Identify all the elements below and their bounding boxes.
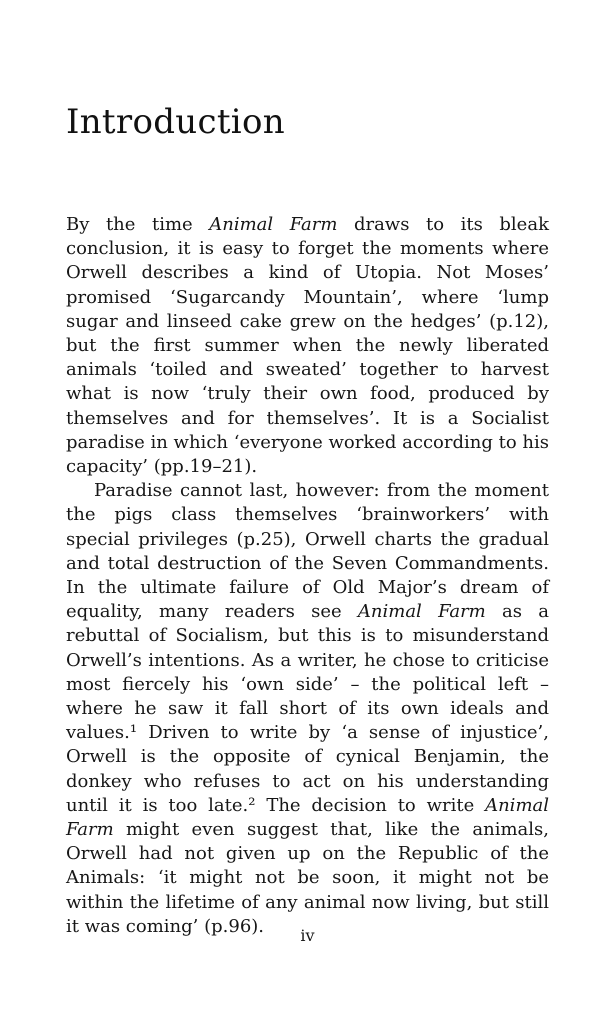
- book-title-italic: Animal Farm: [209, 214, 338, 235]
- text-run: Paradise cannot last, however: from the moment the pigs class themselves ‘brainworkers’ with special privileges (p.25), Orwell charts the gradual and total destruction of the Seven Commandments. In the ultimate failure of Old Major’s dream of equality, many readers see: [66, 480, 549, 623]
- paragraph: [66, 479, 549, 939]
- body-text: [66, 213, 549, 939]
- text-run: draws to its bleak conclusion, it is easy to forget the moments where Orwell describes a kind of Utopia. Not Moses’ promised ‘Sugarcandy Mountain’, where ‘lump sugar and linseed cake grew on the hedges’ (p.12), but the first summer when the newly liberated animals ‘toiled and sweated’ together to harvest what is now ‘truly their own food, produced by themselves and for themselves’. It is a Socialist paradise in which ‘everyone worked according to his capacity’ (pp.19–21).: [66, 214, 549, 478]
- book-title-italic: Animal Farm: [66, 794, 549, 841]
- chapter-heading: Introduction: [66, 102, 285, 142]
- page-number: iv: [300, 926, 315, 945]
- text-run: By the time: [66, 214, 210, 235]
- paragraph: [66, 213, 549, 479]
- text-run: might even suggest that, like the animals, Orwell had not given up on the Republic of the Animals: ‘it might not be soon, it might not be within the lifetime of any animal now living, but still it was coming’ (p.96).: [66, 819, 549, 937]
- book-title-italic: Animal Farm: [357, 601, 486, 623]
- text-run: as a rebuttal of Socialism, but this is to misunderstand Orwell’s intentions. As a writer, he chose to criticise most fiercely his ‘own side’ – the political left – where he saw it fall short of its own ideals and values.¹ Driven to write by ‘a sense of injustice’, Orwell is the opposite of cynical Benjamin, the donkey who refuses to act on his understanding until it is too late.² The decision to write: [66, 601, 549, 816]
